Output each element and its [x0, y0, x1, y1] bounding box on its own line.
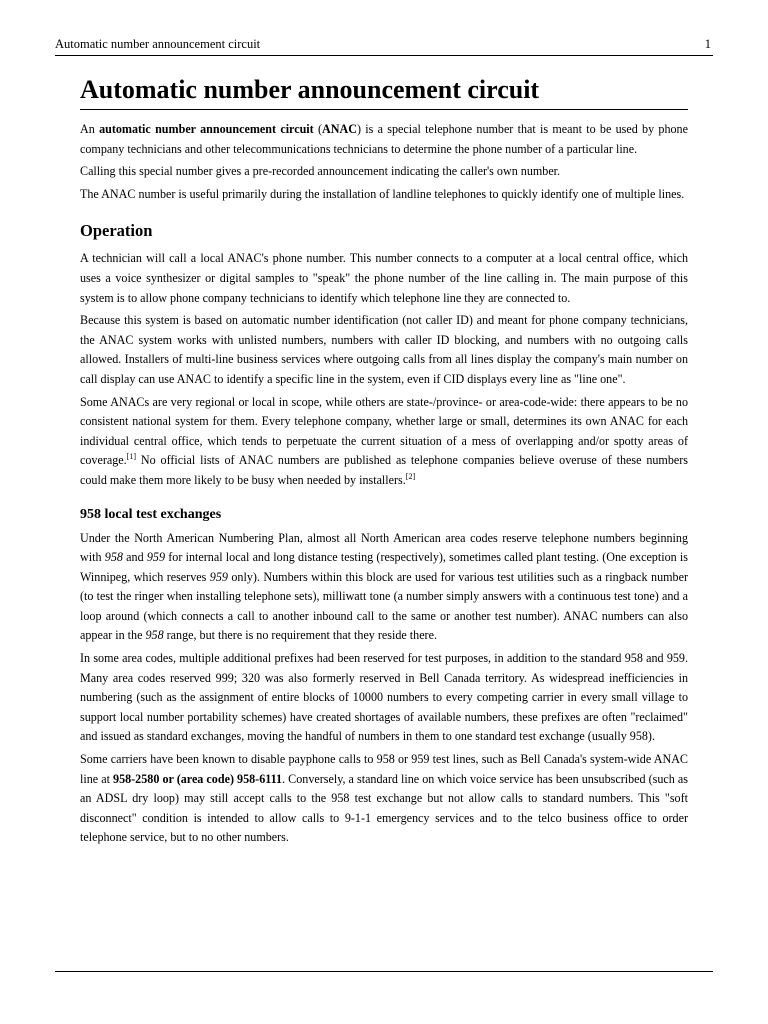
subsection-heading-958: 958 local test exchanges [80, 506, 222, 522]
running-header [55, 37, 713, 51]
text-run: for internal local and long distance testing (respectively), sometimes called plant testing. (One exception is Winnipeg, which reserves [80, 550, 688, 584]
italic-number: 958 [145, 628, 164, 643]
text-run: and [122, 550, 147, 565]
intro-paragraph-1 [80, 120, 688, 159]
section-heading-operation: Operation [80, 221, 153, 241]
operation-paragraph-2: Because this system is based on automatic number identification (not caller ID) and meant for phone company technicians, the ANAC system works with unlisted numbers, numbers with caller ID blocking, and numbers with no outgoing calls allowed. Installers of multi-line business services where outgoing calls from all lines display the company's main number on call display can use ANAC to identify a specific line in the system, even if CID displays every line as "line one". [80, 313, 688, 386]
local-test-paragraph-1 [80, 529, 688, 647]
text-run: only). Numbers within this block are used for various test utilities such as a ringback number (to test the ringer when installing telephone sets), milliwatt tone (a number simply answers with a continuous test tone) and a loop around (which connects a call to another inbound call to the same or another test number). ANAC numbers can also appear in the [80, 569, 688, 643]
article-body [80, 68, 688, 851]
page-number: 1 [704, 37, 711, 51]
text-run: No official lists of ANAC numbers are published as telephone companies believe overuse of these numbers could make them more likely to be busy when needed by installers. [80, 453, 688, 487]
local-test-paragraph-3 [80, 750, 688, 848]
text-run: An [80, 122, 100, 136]
text-run: . Conversely, a standard line on which voice service has been unsubscribed (such as an ADSL dry loop) may still accept calls to the 958 test exchange but not allow calls to standard numbers. This "soft disconnect" condition is intended to allow calls to 9-1-1 emergency services and to the telco business office to order telephone service, but to no other numbers. [80, 771, 688, 845]
italic-number: 959 [209, 569, 228, 584]
text-run: ( [313, 122, 322, 136]
citation-ref-2[interactable]: [2] [405, 471, 416, 481]
text-run: Under the North American Numbering Plan, almost all North American area codes reserve telephone numbers beginning with [80, 530, 688, 565]
bold-number: 958-2580 or (area code) 958-6111 [113, 771, 283, 786]
italic-number: 959 [146, 550, 166, 565]
text-run: Some carriers have been known to disable payphone calls to 958 or 959 test lines, such as Bell Canada's system-wide ANAC line at [80, 752, 688, 786]
header-divider [55, 55, 713, 56]
bold-term: automatic number announcement circuit [99, 122, 314, 136]
citation-ref-1[interactable]: [1] [126, 452, 136, 462]
footer-divider [55, 971, 713, 972]
intro-paragraph-3: The ANAC number is useful primarily during the installation of landline telephones to quickly identify one of multiple lines. [80, 186, 685, 201]
intro-paragraph-2: Calling this special number gives a pre-recorded announcement indicating the caller's own number. [80, 164, 561, 179]
italic-number: 958 [104, 550, 123, 565]
text-run: ) is a special telephone number that is meant to be used by phone company technicians and other telecommunications technicians to determine the phone number of a particular line. [80, 122, 688, 156]
local-test-paragraph-2: In some area codes, multiple additional prefixes had been reserved for test purposes, in addition to the standard 958 and 959. Many area codes reserved 999; 320 was also formerly reserved in Bell Canada territory. As widespread inefficiencies in numbering (such as the assignment of entire blocks of 10000 numbers to every competing carrier in every small village to support local number portability schemes) have created shortages of available numbers, these prefixes are often "reclaimed" and issued as standard exchanges, moving the handful of numbers in them to one standard test exchange (usually 958). [80, 651, 688, 744]
text-run: range, but there is no requirement that they reside there. [163, 628, 437, 643]
text-run: Some ANACs are very regional or local in scope, while others are state-/province- or area-code-wide: there appears to be no consistent national system for them. Every telephone company, whether large or small, determines its own ANAC for each individual central office, which tends to perpetuate the current situation of a mess of overlapping and/or spotty areas of coverage. [80, 394, 688, 468]
bold-abbreviation: ANAC [322, 122, 357, 136]
article-title: Automatic number announcement circuit [80, 68, 688, 110]
operation-paragraph-3 [80, 393, 688, 491]
operation-paragraph-1: A technician will call a local ANAC's phone number. This number connects to a computer at a local central office, which uses a voice synthesizer or digital samples to "speak" the phone number of the line calling in. The main purpose of this system is to allow phone company technicians to identify which telephone line they are connected to. [80, 251, 688, 305]
running-title: Automatic number announcement circuit [55, 37, 261, 51]
